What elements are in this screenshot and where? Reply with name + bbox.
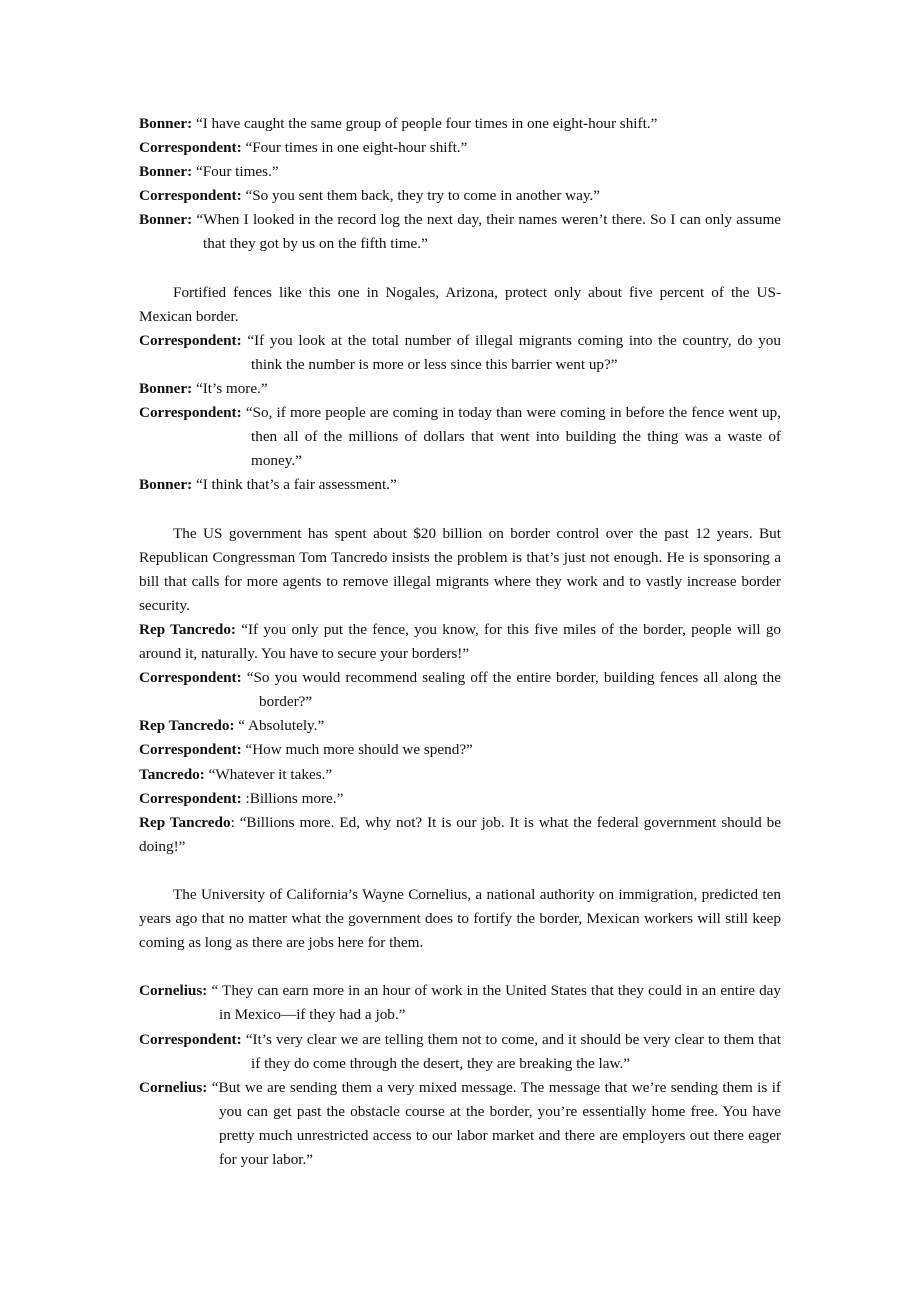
dialogue-text: “When I looked in the record log the next day, their names weren’t there. So I can only assume that they got by us on the fifth time.” (192, 211, 781, 253)
document-page (139, 112, 781, 1172)
speaker-name: Bonner: (139, 380, 193, 398)
speaker-name: Correspondent: (139, 187, 242, 205)
dialogue-line (139, 473, 781, 497)
dialogue-text: “It’s very clear we are telling them not to come, and it should be very clear to them that if they do come through the desert, they are breaking the law.” (241, 1030, 781, 1072)
dialogue-line (139, 714, 781, 738)
dialogue-line (139, 160, 781, 184)
dialogue-line (139, 401, 781, 473)
dialogue-text: “If you only put the fence, you know, for this five miles of the border, people will go around it, naturally. You have to secure your borders!” (139, 620, 782, 663)
dialogue-line (139, 738, 781, 762)
dialogue-text: “Four times in one eight-hour shift.” (241, 139, 468, 157)
speaker-name: Correspondent: (139, 139, 242, 157)
speaker-name: Correspondent: (139, 669, 242, 687)
dialogue-text: “It’s more.” (192, 380, 268, 398)
dialogue-line (139, 618, 781, 666)
speaker-name: Bonner: (139, 115, 193, 132)
dialogue-text: “Four times.” (192, 163, 279, 181)
dialogue-text: “ They can earn more in an hour of work in the United States that they could in an entire day in Mexico—if they had a job.” (207, 982, 781, 1024)
dialogue-text: :Billions more.” (241, 789, 344, 807)
speaker-name: Bonner: (139, 476, 193, 494)
paragraph-gap (139, 498, 781, 522)
paragraph-gap (139, 257, 781, 281)
narration-paragraph: The University of California’s Wayne Cornelius, a national authority on immigration, predicted ten years ago that no matter what the government does to fortify the border, Mexican workers will still keep coming as long as there are jobs here for them. (139, 886, 781, 952)
dialogue-line (139, 979, 781, 1027)
narration-paragraph: Fortified fences like this one in Nogales, Arizona, protect only about five percent of the US-Mexican border. (139, 283, 781, 325)
dialogue-line (139, 763, 781, 787)
dialogue-text: “How much more should we spend?” (241, 741, 473, 759)
dialogue-text: “If you look at the total number of illegal migrants coming into the country, do you think the number is more or less since this barrier went up?” (241, 331, 781, 373)
dialogue-text: “So, if more people are coming in today than were coming in before the fence went up, then all of the millions of dollars that went into building the thing was a waste of money.” (241, 404, 781, 470)
dialogue-line (139, 208, 781, 256)
dialogue-text: “I think that’s a fair assessment.” (192, 476, 397, 494)
narration-paragraph: The US government has spent about $20 billion on border control over the past 12 years. But Republican Congressman Tom Tancredo insists the problem is that’s just not enough. He is sponsoring a bill that calls for more agents to remove illegal migrants where they work and to vastly increase border security. (139, 524, 781, 614)
dialogue-line (139, 1028, 781, 1076)
dialogue-line (139, 1076, 781, 1172)
dialogue-text: “But we are sending them a very mixed message. The message that we’re sending them is if you can get past the obstacle course at the border, you’re essentially home free. You have pretty much unrestricted access to our labor market and there are employers out there eager for your labor.” (207, 1078, 781, 1169)
speaker-name: Rep Tancredo: (139, 620, 236, 638)
speaker-name: Bonner: (139, 211, 193, 229)
speaker-name: Rep Tancredo: (139, 717, 235, 735)
dialogue-text: “ Absolutely.” (234, 717, 325, 735)
speaker-name: Correspondent: (139, 789, 242, 807)
dialogue-line (139, 811, 781, 859)
dialogue-line (139, 184, 781, 208)
speaker-name: Correspondent: (139, 741, 242, 759)
dialogue-line (139, 112, 781, 136)
speaker-name: Correspondent: (139, 1030, 242, 1048)
dialogue-text: “Whatever it takes.” (204, 765, 333, 783)
speaker-name: Rep Tancredo (139, 813, 231, 831)
speaker-name: Tancredo: (139, 765, 205, 783)
dialogue-line (139, 377, 781, 401)
speaker-name: Correspondent: (139, 331, 242, 349)
speaker-name: Cornelius: (139, 982, 208, 1000)
dialogue-line (139, 329, 781, 377)
dialogue-text: “So you sent them back, they try to come in another way.” (241, 187, 601, 205)
dialogue-text: : “Billions more. Ed, why not? It is our job. It is what the federal government should be doing!” (139, 813, 781, 855)
paragraph-gap (139, 955, 781, 979)
dialogue-text: “So you would recommend sealing off the entire border, building fences all along the border?” (241, 669, 781, 711)
speaker-name: Correspondent: (139, 404, 242, 422)
paragraph-gap (139, 859, 781, 883)
dialogue-line (139, 666, 781, 714)
speaker-name: Cornelius: (139, 1078, 208, 1096)
dialogue-text: “I have caught the same group of people four times in one eight-hour shift.” (192, 115, 658, 132)
dialogue-line (139, 136, 781, 160)
speaker-name: Bonner: (139, 163, 193, 181)
dialogue-line (139, 787, 781, 811)
